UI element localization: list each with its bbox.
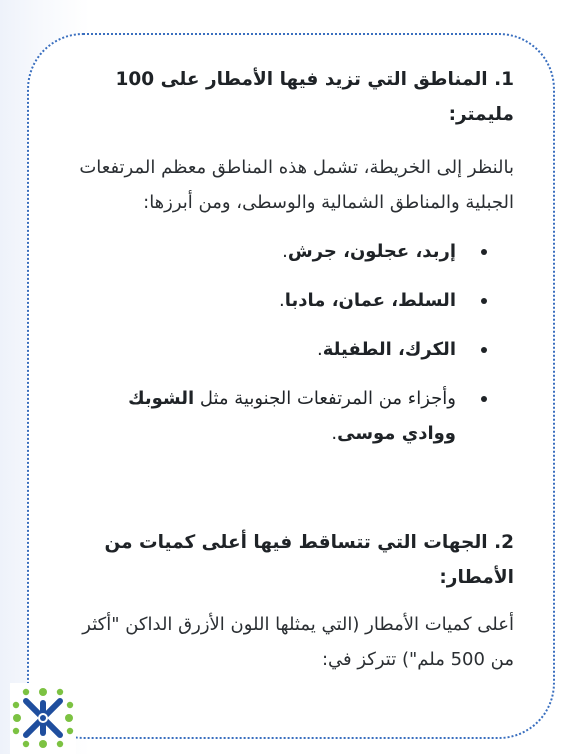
list-item — [68, 283, 456, 318]
list-item — [68, 332, 456, 367]
section2-intro: أعلى كميات الأمطار (التي يمثلها اللون الأزرق الداكن "أكثر من 500 ملم") تتركز في: — [82, 614, 514, 670]
bullet-dot-icon — [481, 249, 487, 255]
list-item-bold: السلط، عمان، مادبا — [284, 290, 456, 311]
section1-heading: 1. المناطق التي تزيد فيها الأمطار على 100 مليمتر: — [115, 69, 514, 125]
list-item — [68, 381, 456, 451]
section1-list — [68, 234, 514, 451]
bullet-dot-icon — [481, 298, 487, 304]
list-item — [68, 234, 456, 269]
list-item-bold: الشوبك ووادي موسى — [128, 388, 456, 444]
section2-heading: 2. الجهات التي تتساقط فيها أعلى كميات من الأمطار: — [104, 532, 514, 588]
list-item-plain: وأجزاء من المرتفعات الجنوبية مثل — [194, 388, 456, 409]
snowflake-logo-icon — [10, 683, 76, 754]
list-item-tail: . — [317, 339, 323, 360]
bullet-dot-icon — [481, 396, 487, 402]
list-item-tail: . — [279, 290, 285, 311]
list-item-tail: . — [282, 241, 288, 262]
list-item-bold: الكرك، الطفيلة — [322, 339, 456, 360]
section1-intro: بالنظر إلى الخريطة، تشمل هذه المناطق معظم المرتفعات الجبلية والمناطق الشمالية والوسطى، ومن أبرزها: — [79, 157, 514, 213]
bullet-dot-icon — [481, 347, 487, 353]
list-item-tail: . — [331, 423, 338, 444]
list-item-bold: إربد، عجلون، جرش — [287, 241, 456, 262]
card-content — [68, 62, 514, 677]
